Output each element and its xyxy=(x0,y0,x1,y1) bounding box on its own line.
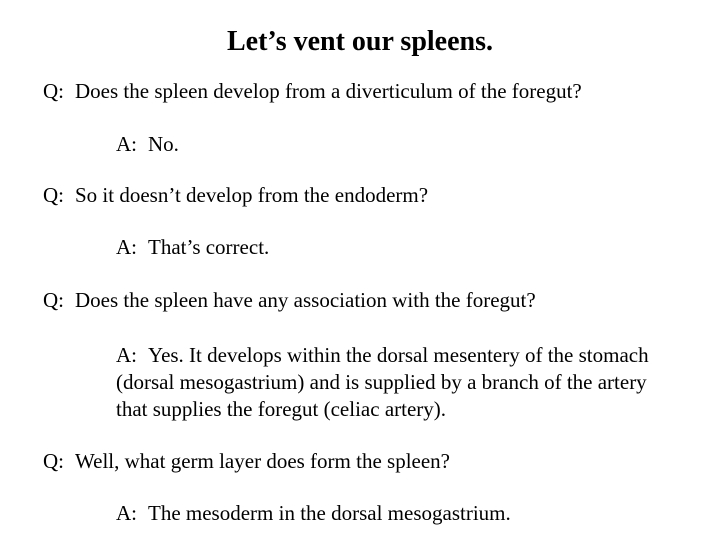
question-text: Does the spleen have any association with the foregut? xyxy=(75,288,536,312)
question-prefix: Q: xyxy=(43,288,64,312)
question-3 xyxy=(43,288,536,312)
answer-text: No. xyxy=(148,132,179,156)
answer-3-line-2: (dorsal mesogastrium) and is supplied by a branch of the artery xyxy=(116,370,647,394)
question-2 xyxy=(43,183,428,207)
answer-2 xyxy=(116,235,269,259)
answer-3 xyxy=(116,343,649,367)
answer-1 xyxy=(116,132,179,156)
answer-prefix: A: xyxy=(116,501,137,525)
answer-text: That’s correct. xyxy=(148,235,270,259)
question-text: Does the spleen develop from a diverticulum of the foregut? xyxy=(75,79,582,103)
question-prefix: Q: xyxy=(43,79,64,103)
question-prefix: Q: xyxy=(43,449,64,473)
answer-text: Yes. It develops within the dorsal mesentery of the stomach xyxy=(148,343,649,367)
answer-3-line-3: that supplies the foregut (celiac artery). xyxy=(116,397,447,421)
question-text: Well, what germ layer does form the spleen? xyxy=(75,449,451,473)
question-text: So it doesn’t develop from the endoderm? xyxy=(75,183,429,207)
answer-4 xyxy=(116,501,511,525)
answer-text: The mesoderm in the dorsal mesogastrium. xyxy=(148,501,511,525)
slide-title: Let’s vent our spleens. xyxy=(227,26,493,57)
question-1 xyxy=(43,79,582,103)
answer-prefix: A: xyxy=(116,343,137,367)
answer-prefix: A: xyxy=(116,132,137,156)
question-4 xyxy=(43,449,450,473)
question-prefix: Q: xyxy=(43,183,64,207)
answer-prefix: A: xyxy=(116,235,137,259)
